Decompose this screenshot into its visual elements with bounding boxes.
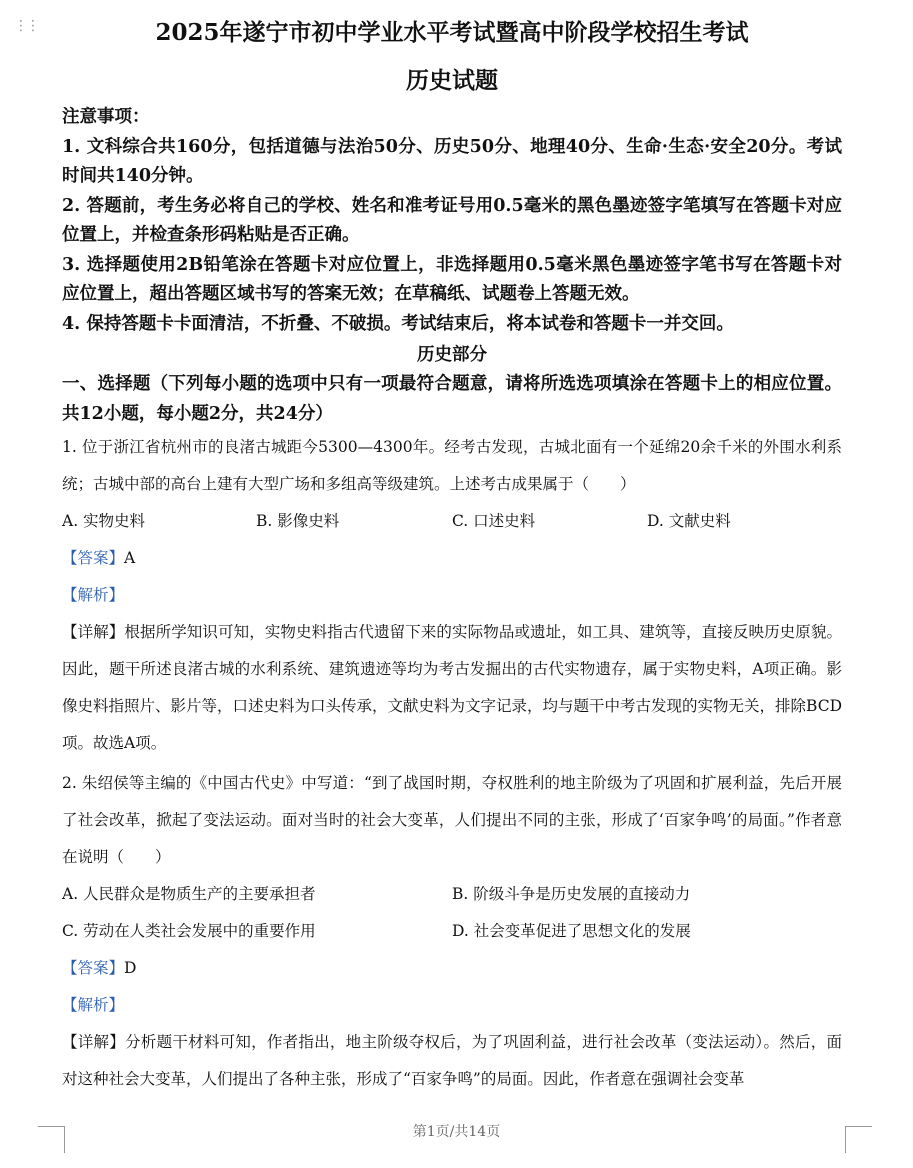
detail-text: 分析题干材料可知，作者指出，地主阶级夺权后，为了巩固利益，进行社会改革（变法运动）。然后，面对这种社会大变革，人们提出了各种主张，形成了“百家争鸣”的局面。因此，作者意在强调社会变革: [62, 1033, 842, 1088]
options-row: [62, 503, 842, 540]
notice-item: 4. 保持答题卡卡面清洁，不折叠、不破损。考试结束后，将本试卷和答题卡一并交回。: [62, 313, 734, 334]
detail-paragraph: [62, 614, 842, 762]
answer-label: 【答案】: [62, 959, 125, 977]
options-row: [62, 876, 842, 913]
option-a: A. 实物史料: [62, 512, 146, 530]
options-row: [62, 913, 842, 950]
option-d: D. 文献史料: [647, 512, 731, 530]
answer-row: [62, 540, 842, 577]
analysis-label: 【解析】: [62, 586, 125, 604]
notice-block: [62, 103, 842, 339]
drag-handle-icon[interactable]: ⋮⋮: [14, 18, 38, 34]
notice-item: 1. 文科综合共160分，包括道德与法治50分、历史50分、地理40分、生命·生态·安全20分。考试时间共140分钟。: [62, 136, 842, 186]
option-c: C. 劳动在人类社会发展中的重要作用: [62, 922, 316, 940]
answer-value: A: [124, 549, 136, 567]
question-1: [62, 429, 842, 762]
exam-title: 2025年遂宁市初中学业水平考试暨高中阶段学校招生考试: [155, 19, 749, 46]
option-c: C. 口述史料: [452, 512, 536, 530]
part-title: 历史部分: [417, 345, 487, 365]
answer-label: 【答案】: [62, 549, 125, 567]
answer-row: [62, 950, 842, 987]
question-2: [62, 765, 842, 1098]
detail-text: 根据所学知识可知，实物史料指古代遗留下来的实际物品或遗址，如工具、建筑等，直接反映历史原貌。因此，题干所述良渚古城的水利系统、建筑遗迹等均为考古发掘出的古代实物遗存，属于实物史料，A项正确。影像史料指照片、影片等，口述史料为口头传承，文献史料为文字记录，均与题干中考古发现的实物无关，排除BCD项。故选A项。: [62, 623, 842, 752]
option-b: B. 阶级斗争是历史发展的直接动力: [452, 885, 691, 903]
detail-label: 【详解】: [62, 1033, 126, 1051]
analysis-label: 【解析】: [62, 996, 125, 1014]
question-stem: 2. 朱绍侯等主编的《中国古代史》中写道：“到了战国时期，夺权胜利的地主阶级为了巩固和扩展利益，先后开展了社会改革，掀起了变法运动。面对当时的社会大变革，人们提出不同的主张，形成了‘百家争鸣’的局面。”作者意在说明（ ）: [62, 774, 842, 866]
detail-paragraph: [62, 1024, 842, 1098]
option-d: D. 社会变革促进了思想文化的发展: [452, 922, 691, 940]
notice-heading: 注意事项：: [62, 107, 150, 127]
exam-subtitle: 历史试题: [406, 67, 498, 94]
notice-item: 2. 答题前，考生务必将自己的学校、姓名和准考证号用0.5毫米的黑色墨迹签字笔填写在答题卡对应位置上，并检查条形码粘贴是否正确。: [62, 195, 842, 245]
question-stem: 1. 位于浙江省杭州市的良渚古城距今5300—4300年。经考古发现，古城北面有一个延绵20余千米的外围水利系统；古城中部的高台上建有大型广场和多组高等级建筑。上述考古成果属于（ ）: [62, 438, 842, 493]
option-a: A. 人民群众是物质生产的主要承担者: [62, 885, 316, 903]
detail-label: 【详解】: [62, 623, 125, 641]
option-b: B. 影像史料: [256, 512, 340, 530]
page-number: 第1页/共14页: [412, 1124, 501, 1140]
answer-value: D: [124, 959, 137, 977]
notice-item: 3. 选择题使用2B铅笔涂在答题卡对应位置上，非选择题用0.5毫米黑色墨迹签字笔书写在答题卡对应位置上，超出答题区域书写的答案无效；在草稿纸、试题卷上答题无效。: [62, 254, 842, 304]
section-heading: 一、选择题（下列每小题的选项中只有一项最符合题意，请将所选选项填涂在答题卡上的相应位置。共12小题，每小题2分，共24分）: [62, 374, 842, 424]
